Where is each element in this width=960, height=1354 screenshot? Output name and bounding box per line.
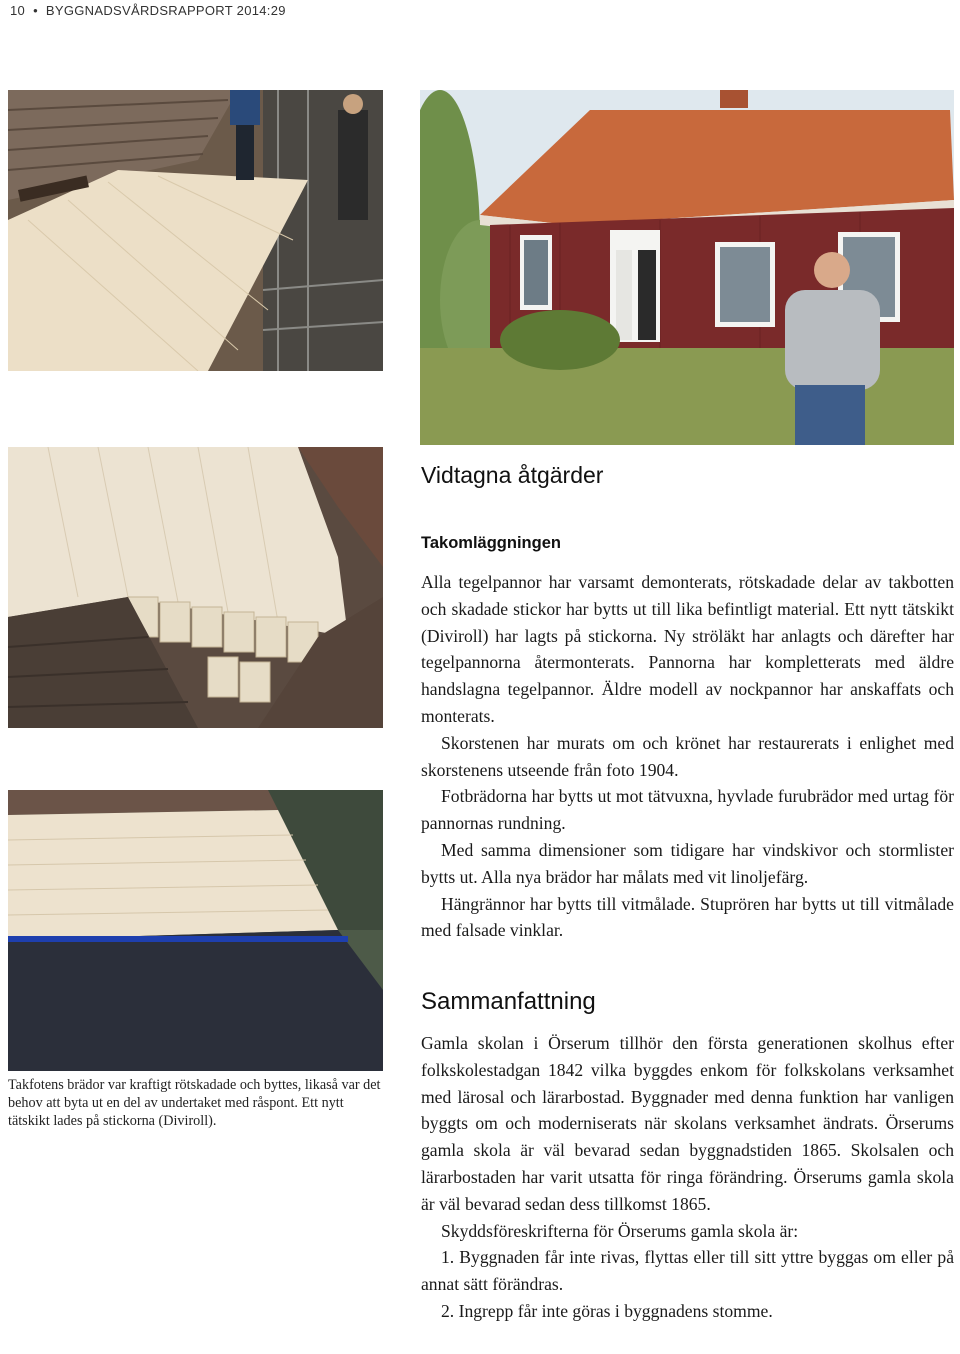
summary-body: [421, 1030, 954, 1325]
subsection-title-roofing: Takomläggningen: [421, 534, 561, 552]
summary-list-item: 2. Ingrepp får inte göras i byggnadens stomme.: [441, 1300, 773, 1321]
summary-paragraph: Skyddsföreskrifterna för Örserums gamla skola är:: [441, 1220, 799, 1241]
photo-shingles-new-boards: [8, 447, 383, 728]
running-head: [10, 0, 286, 22]
photo-caption: [8, 1076, 388, 1130]
photo-eaves-membrane: [8, 790, 383, 1071]
measures-paragraph: Skorstenen har murats om och krönet har restaurerats i enlighet med skorstenens utseende från foto 1904.: [421, 732, 954, 780]
photo-roof-boards-workers: [8, 90, 383, 371]
caption-text: Takfotens brädor var kraftigt rötskadade och byttes, likaså var det behov att byta ut en del av undertaket med råspont. Ett nytt tätskikt lades på stickorna (Diviroll).: [8, 1077, 381, 1129]
measures-paragraph: Hängrännor har bytts till vitmålade. Stuprören har bytts ut till vitmålade med falsade vinklar.: [421, 893, 954, 941]
measures-body: [421, 569, 954, 944]
section-title-summary: Sammanfattning: [421, 988, 596, 1015]
header-bullet: •: [33, 3, 38, 18]
publication-title: BYGGNADSVÅRDSRAPPORT 2014:29: [45, 3, 286, 18]
photo-red-schoolhouse: [420, 90, 954, 445]
measures-paragraph: Med samma dimensioner som tidigare har vindskivor och stormlister bytts ut. Alla nya brädor har målats med vit linoljefärg.: [421, 839, 954, 887]
measures-paragraph: Fotbrädorna har bytts ut mot tätvuxna, hyvlade furubrädor med urtag för pannornas rundning.: [421, 786, 954, 834]
page-number: 10: [10, 3, 26, 18]
measures-paragraph: Alla tegelpannor har varsamt demonterats, rötskadade delar av takbotten och skadade stickor har bytts ut till lika befintligt material. Ett nytt tätskikt (Diviroll) har lagts på stickorna. Ny ströläkt har anlagts och därefter har tegelpannorna återmonterats. Pannorna har kompletterats med äldre handslagna tegelpannor. Äldre modell av nockpannor har anskaffats och monterats.: [421, 572, 954, 726]
summary-paragraph: Gamla skolan i Örserum tillhör den första generationen skolhus efter folkskolestadgan 1842 vilka byggdes enkom för folkskolans verksamhet med lärosal och lärarbostad. Byggnader med denna funktion har vanligen byggts om och moderniserats när skolans verksamhet ändrats. Örserums gamla skola är väl bevarad sedan byggnadstiden 1865. Skolsalen och lärarbostaden har varit utsatta för ringa förändring. Örserums gamla skola är väl bevarad sedan dess tillkomst 1865.: [421, 1033, 954, 1214]
summary-list-item: 1. Byggnaden får inte rivas, flyttas eller till sitt yttre byggas om eller på annat sätt förändras.: [421, 1247, 954, 1295]
section-title-measures: Vidtagna åtgärder: [421, 462, 604, 488]
